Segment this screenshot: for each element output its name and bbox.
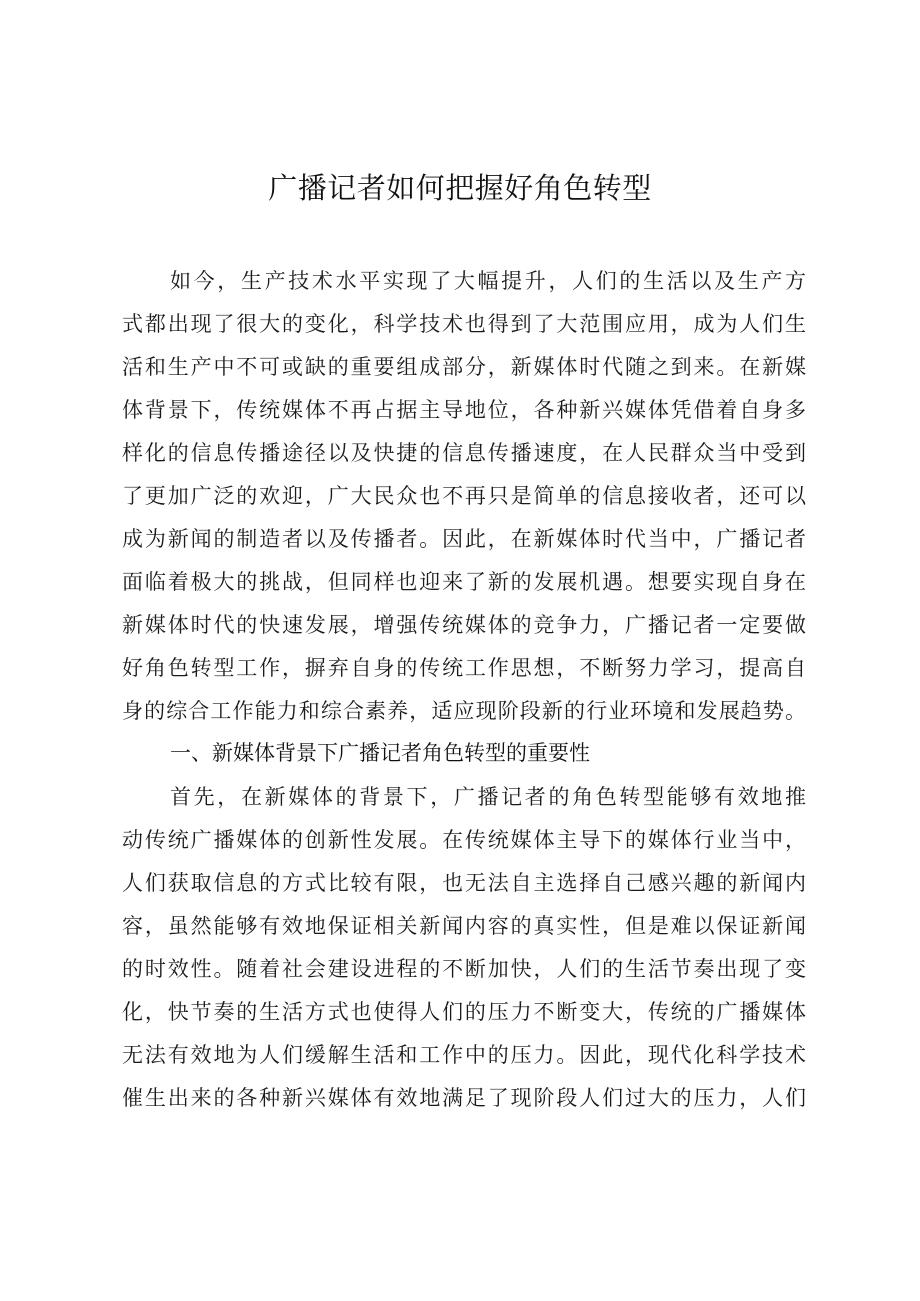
paragraph-line: 首先，在新媒体的背景下，广播记者的角色转型能够有效地推: [170, 785, 806, 809]
paragraph-line: 成为新闻的制造者以及传播者。因此，在新媒体时代当中，广播记者: [122, 527, 806, 551]
paragraph-line: 新媒体时代的快速发展，增强传统媒体的竞争力，广播记者一定要做: [122, 613, 806, 637]
paragraph-line: 式都出现了很大的变化，科学技术也得到了大范围应用，成为人们生: [122, 312, 806, 336]
paragraph-line: 的时效性。随着社会建设进程的不断加快，人们的生活节奏出现了变: [122, 957, 806, 981]
section-heading: 一、新媒体背景下广播记者角色转型的重要性: [170, 741, 590, 765]
paragraph-line: 容，虽然能够有效地保证相关新闻内容的真实性，但是难以保证新闻: [122, 914, 806, 938]
paragraph-line: 催生出来的各种新兴媒体有效地满足了现阶段人们过大的压力，人们: [122, 1086, 806, 1110]
paragraph-line: 如今，生产技术水平实现了大幅提升，人们的生活以及生产方: [170, 269, 806, 293]
paragraph-line: 样化的信息传播途径以及快捷的信息传播速度，在人民群众当中受到: [122, 441, 806, 465]
paragraph-line: 活和生产中不可或缺的重要组成部分，新媒体时代随之到来。在新媒: [122, 355, 806, 379]
paragraph-line: 人们获取信息的方式比较有限，也无法自主选择自己感兴趣的新闻内: [122, 871, 806, 895]
paragraph-line: 了更加广泛的欢迎，广大民众也不再只是简单的信息接收者，还可以: [122, 484, 806, 508]
paragraph-line: 面临着极大的挑战，但同样也迎来了新的发展机遇。想要实现自身在: [122, 570, 806, 594]
paragraph-line: 无法有效地为人们缓解生活和工作中的压力。因此，现代化科学技术: [122, 1043, 806, 1067]
paragraph-line: 体背景下，传统媒体不再占据主导地位，各种新兴媒体凭借着自身多: [122, 398, 806, 422]
paragraph-line: 化，快节奏的生活方式也使得人们的压力不断变大，传统的广播媒体: [122, 1000, 806, 1024]
paragraph-line: 身的综合工作能力和综合素养，适应现阶段新的行业环境和发展趋势。: [122, 699, 806, 723]
paragraph-line: 动传统广播媒体的创新性发展。在传统媒体主导下的媒体行业当中，: [122, 828, 806, 852]
paragraph-line: 好角色转型工作，摒弃自身的传统工作思想，不断努力学习，提高自: [122, 656, 806, 680]
document-title: 广播记者如何把握好角色转型: [268, 171, 652, 205]
